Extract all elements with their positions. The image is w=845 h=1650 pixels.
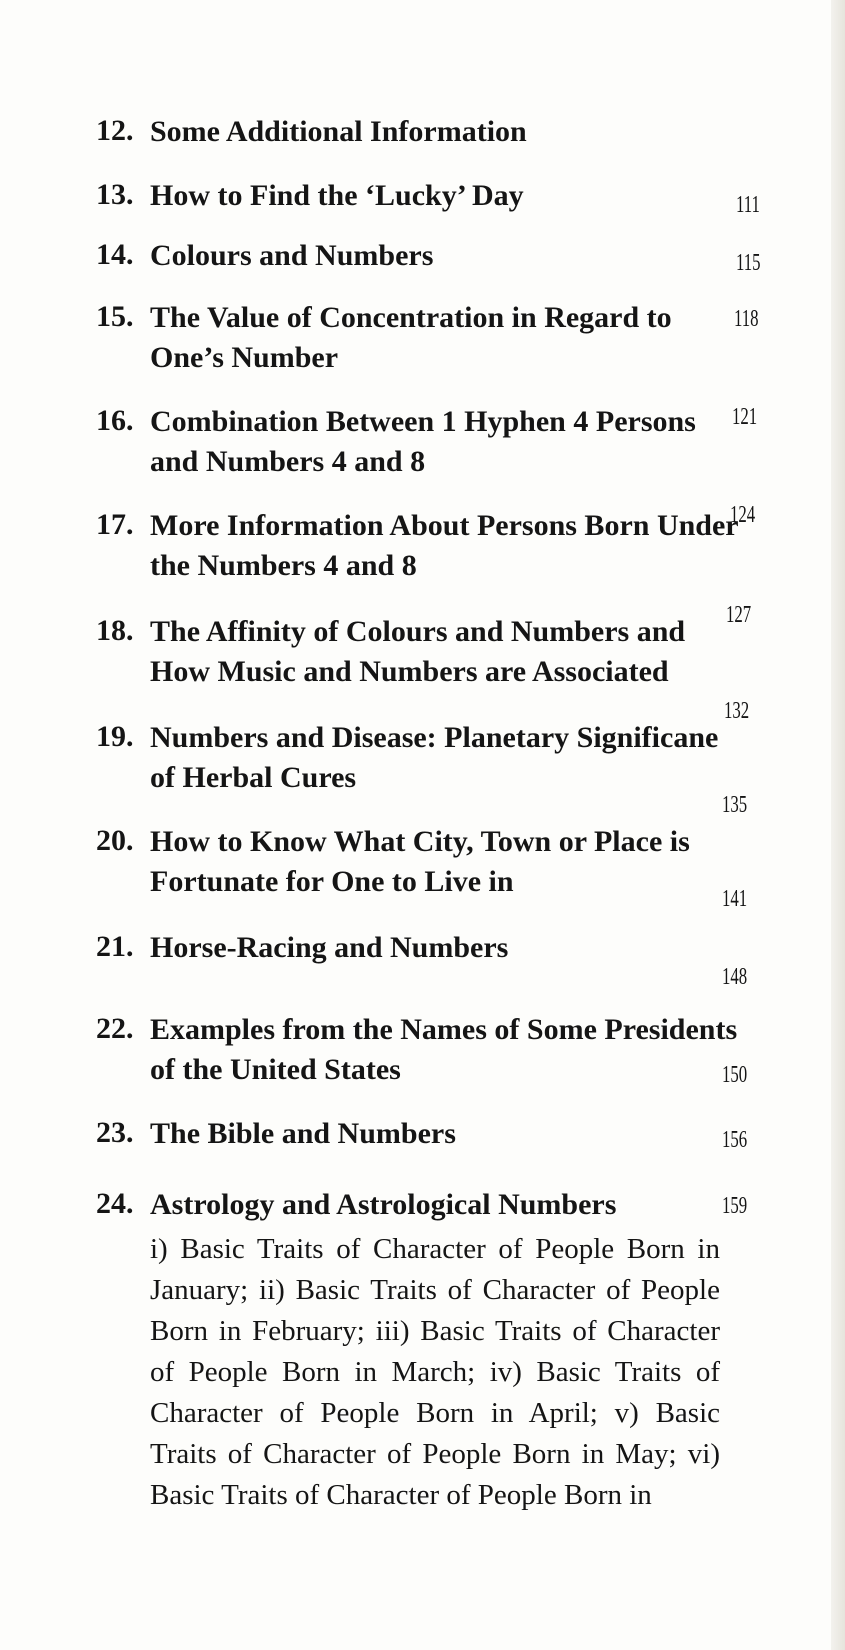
entry-number: 24.: [96, 1187, 134, 1220]
entry-number: 21.: [96, 930, 134, 963]
entry-title: Combination Between 1 Hyphen 4 Persons and Numbers 4 and 8: [150, 405, 696, 478]
entry-number: 23.: [96, 1116, 134, 1149]
entry-title: Examples from the Names of Some Presidents of the United States: [150, 1013, 738, 1086]
entry-title: How to Find the ‘Lucky’ Day: [150, 179, 524, 212]
entry-number: 20.: [96, 824, 134, 857]
entry-title: How to Know What City, Town or Place is Fortunate for One to Live in: [150, 825, 690, 898]
astrology-subentries: i) Basic Traits of Character of People Born in January; ii) Basic Traits of Character of People Born in February; iii) Basic Traits of Character of People Born in March; iv) Basic Traits of Character of People Born in April; v) Basic Traits of Character of People Born in May; vi) Basic Traits of Character of People Born in: [150, 1233, 720, 1511]
entry-page-number: 124: [730, 502, 756, 528]
entry-title: Horse-Racing and Numbers: [150, 931, 509, 964]
entry-number: 16.: [96, 404, 134, 437]
entry-page-number: 135: [722, 792, 748, 818]
entry-page-number: 141: [722, 886, 748, 912]
entry-page-number: 111: [736, 192, 760, 218]
entry-title: More Information About Persons Born Under the Numbers 4 and 8: [150, 509, 739, 582]
entry-page-number: 132: [724, 698, 750, 724]
entry-page-number: 115: [736, 250, 761, 276]
entry-title: The Bible and Numbers: [150, 1117, 456, 1150]
entry-trailing-page-number: 159: [722, 1193, 748, 1219]
entry-page-number: 118: [734, 306, 759, 332]
entry-number: 15.: [96, 300, 134, 333]
entry-number: 22.: [96, 1012, 134, 1045]
entry-title: The Value of Concentration in Regard to One’s Number: [150, 301, 672, 374]
entry-number: 14.: [96, 238, 134, 271]
entry-title: Numbers and Disease: Planetary Significane of Herbal Cures: [150, 721, 719, 794]
entry-page-number: 127: [726, 602, 752, 628]
entry-title: The Affinity of Colours and Numbers and How Music and Numbers are Associated: [150, 615, 686, 688]
entry-number: 17.: [96, 508, 134, 541]
entry-page-number: 148: [722, 964, 748, 990]
entry-title: Colours and Numbers: [150, 239, 434, 272]
entry-number: 12.: [96, 114, 134, 147]
entry-page-number: 121: [732, 404, 758, 430]
entry-title: Astrology and Astrological Numbers: [150, 1188, 617, 1221]
entry-title: Some Additional Information: [150, 115, 527, 148]
entry-number: 13.: [96, 178, 134, 211]
entry-number: 18.: [96, 614, 134, 647]
entry-number: 19.: [96, 720, 134, 753]
entry-page-number: 150: [722, 1062, 748, 1088]
entry-page-number: 156: [722, 1127, 748, 1153]
